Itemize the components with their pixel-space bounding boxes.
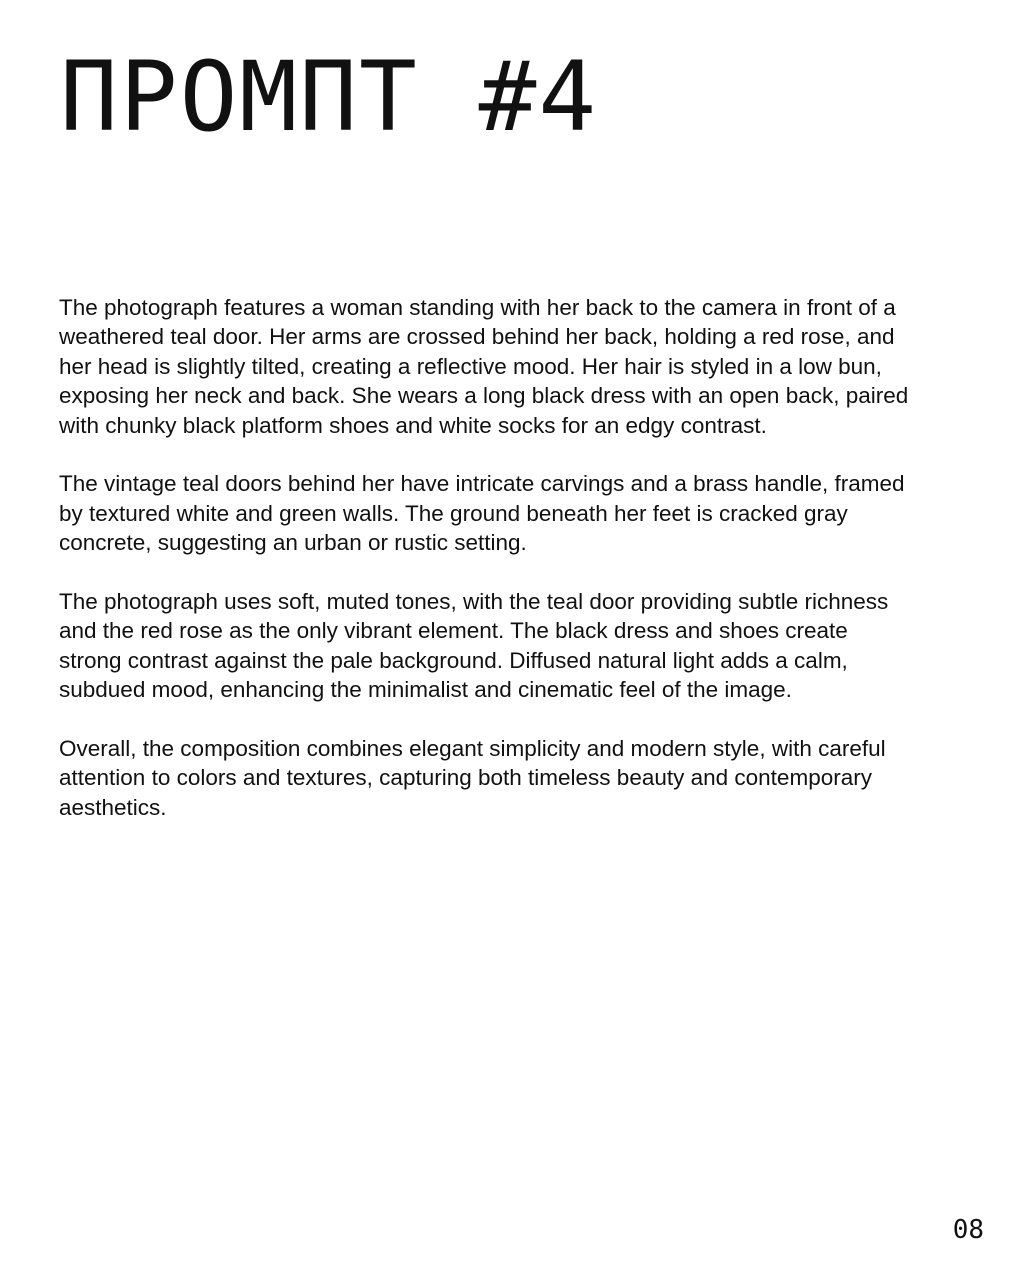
paragraph-3: The photograph uses soft, muted tones, with the teal door providing subtle richness and the red rose as the only vibrant element. The black dress and shoes create strong contrast against the pale background. Diffused natural light adds a calm, subdued mood, enhancing the minimalist and cinematic feel of the image.: [59, 589, 889, 703]
body-text: [59, 293, 909, 852]
paragraph-4: Overall, the composition combines elegant simplicity and modern style, with careful attention to colors and textures, capturing both timeless beauty and contemporary aesthetics.: [59, 736, 886, 820]
page-number: 08: [952, 1215, 984, 1245]
page-title: ПРОМПТ #4: [60, 41, 599, 153]
paragraph-2: The vintage teal doors behind her have intricate carvings and a brass handle, framed by textured white and green walls. The ground beneath her feet is cracked gray concrete, suggesting an urban or rustic setting.: [59, 471, 905, 556]
paragraph-1: The photograph features a woman standing with her back to the camera in front of a weathered teal door. Her arms are crossed behind her back, holding a red rose, and her head is slightly tilted, creating a reflective mood. Her hair is styled in a low bun, exposing her neck and back. She wears a long black dress with an open back, paired with chunky black platform shoes and white socks for an edgy contrast.: [59, 295, 909, 438]
